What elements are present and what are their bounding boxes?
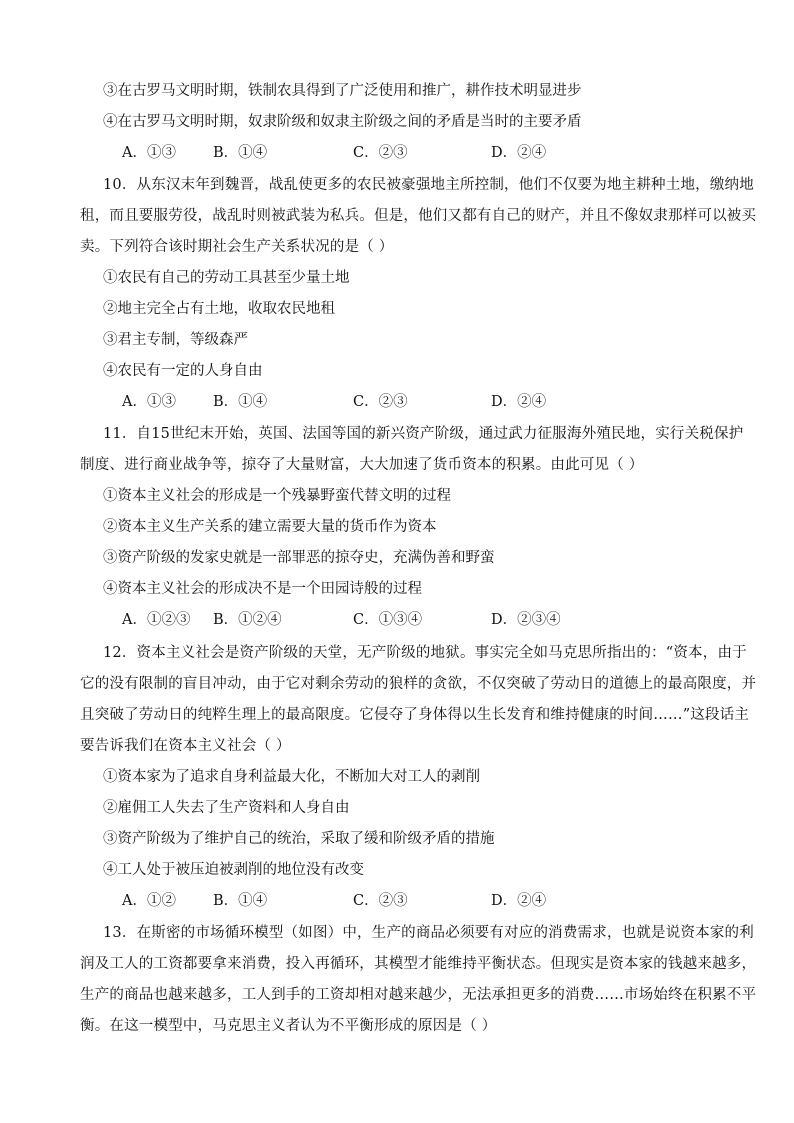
q12-stem-line-2: 它的没有限制的盲目冲动，由于它对剩余劳动的狼样的贪欲，不仅突破了劳动日的道德上的最高限度，并 [80,676,757,692]
q10-choice-b[interactable]: B．①④ [213,394,268,410]
q12-stem-line-1: 12．资本主义社会是资产阶级的天堂，无产阶级的地狱。事实完全如马克思所指出的：“资本，由于 [103,645,747,661]
q11-stem-line-2: 制度、进行商业战争等，掠夺了大量财富，大大加速了货币资本的积累。由此可见（ ） [80,457,644,473]
q10-statement-1: ①农民有自己的劳动工具甚至少量土地 [103,270,350,286]
q10-stem-line-2: 租，而且要服劳役，战乱时则被武装为私兵。但是，他们又都有自己的财产，并且不像奴隶那样可以被买 [80,208,757,224]
q12-choice-b[interactable]: B．①④ [213,893,268,909]
q12-stem-line-3: 且突破了劳动日的纯粹生理上的最高限度。它侵夺了身体得以生长发育和维持健康的时间……”这段话主 [80,707,750,723]
q9-choice-b[interactable]: B．①④ [213,145,268,161]
q12-stem-line-4: 要告诉我们在资本主义社会（ ） [80,738,291,754]
q12-choice-c[interactable]: C．②③ [353,893,408,909]
q11-choice-c[interactable]: C．①③④ [353,612,423,628]
q12-choice-d[interactable]: D．②④ [491,893,547,909]
q9-statement-3: ③在古罗马文明时期，铁制农具得到了广泛使用和推广，耕作技术明显进步 [103,83,582,99]
q11-statement-3: ③资产阶级的发家史就是一部罪恶的掠夺史，充满伪善和野蛮 [103,550,495,566]
q11-statement-2: ②资本主义生产关系的建立需要大量的货币作为资本 [103,519,437,535]
q10-statement-3: ③君主专制，等级森严 [103,332,248,348]
q11-stem-line-1: 11．自15世纪末开始，英国、法国等国的新兴资产阶级，通过武力征服海外殖民地，实行关税保护 [103,426,744,442]
q10-stem-line-3: 卖。下列符合该时期社会生产关系状况的是（ ） [80,239,394,255]
q11-choice-d[interactable]: D．②③④ [491,612,561,628]
q11-choice-b[interactable]: B．①②④ [213,612,282,628]
q12-statement-2: ②雇佣工人失去了生产资料和人身自由 [103,800,350,816]
q13-stem-line-1: 13．在斯密的市场循环模型（如图）中，生产的商品必须要有对应的消费需求，也就是说资本家的利 [103,925,754,941]
q11-statement-4: ④资本主义社会的形成决不是一个田园诗般的过程 [103,581,422,597]
q9-choice-a[interactable]: A．①③ [122,145,176,161]
q9-choice-c[interactable]: C．②③ [353,145,408,161]
q10-choice-c[interactable]: C．②③ [353,394,408,410]
q10-stem-line-1: 10．从东汉末年到魏晋，战乱使更多的农民被豪强地主所控制，他们不仅要为地主耕种土地，缴纳地 [103,177,754,193]
q10-choice-a[interactable]: A．①③ [122,394,176,410]
q13-stem-line-4: 衡。在这一模型中，马克思主义者认为不平衡形成的原因是（ ） [80,1018,497,1034]
q12-choice-a[interactable]: A．①② [122,893,176,909]
q13-stem-line-2: 润及工人的工资都要拿来消费，投入再循环，其模型才能维持平衡状态。但现实是资本家的钱越来越多， [80,956,757,972]
q12-statement-3: ③资产阶级为了维护自己的统治，采取了缓和阶级矛盾的措施 [103,831,495,847]
q10-statement-2: ②地主完全占有土地，收取农民地租 [103,301,335,317]
q12-statement-1: ①资本家为了追求自身利益最大化，不断加大对工人的剥削 [103,769,480,785]
q13-stem-line-3: 生产的商品也越来越多，工人到手的工资却相对越来越少，无法承担更多的消费……市场始终在积累不平 [80,987,757,1003]
q10-statement-4: ④农民有一定的人身自由 [103,363,263,379]
q10-choice-d[interactable]: D．②④ [491,394,547,410]
q12-statement-4: ④工人处于被压迫被剥削的地位没有改变 [103,862,364,878]
q11-choice-a[interactable]: A．①②③ [122,612,191,628]
q9-choice-d[interactable]: D．②④ [491,145,547,161]
q9-statement-4: ④在古罗马文明时期，奴隶阶级和奴隶主阶级之间的矛盾是当时的主要矛盾 [103,114,582,130]
q11-statement-1: ①资本主义社会的形成是一个残暴野蛮代替文明的过程 [103,488,451,504]
